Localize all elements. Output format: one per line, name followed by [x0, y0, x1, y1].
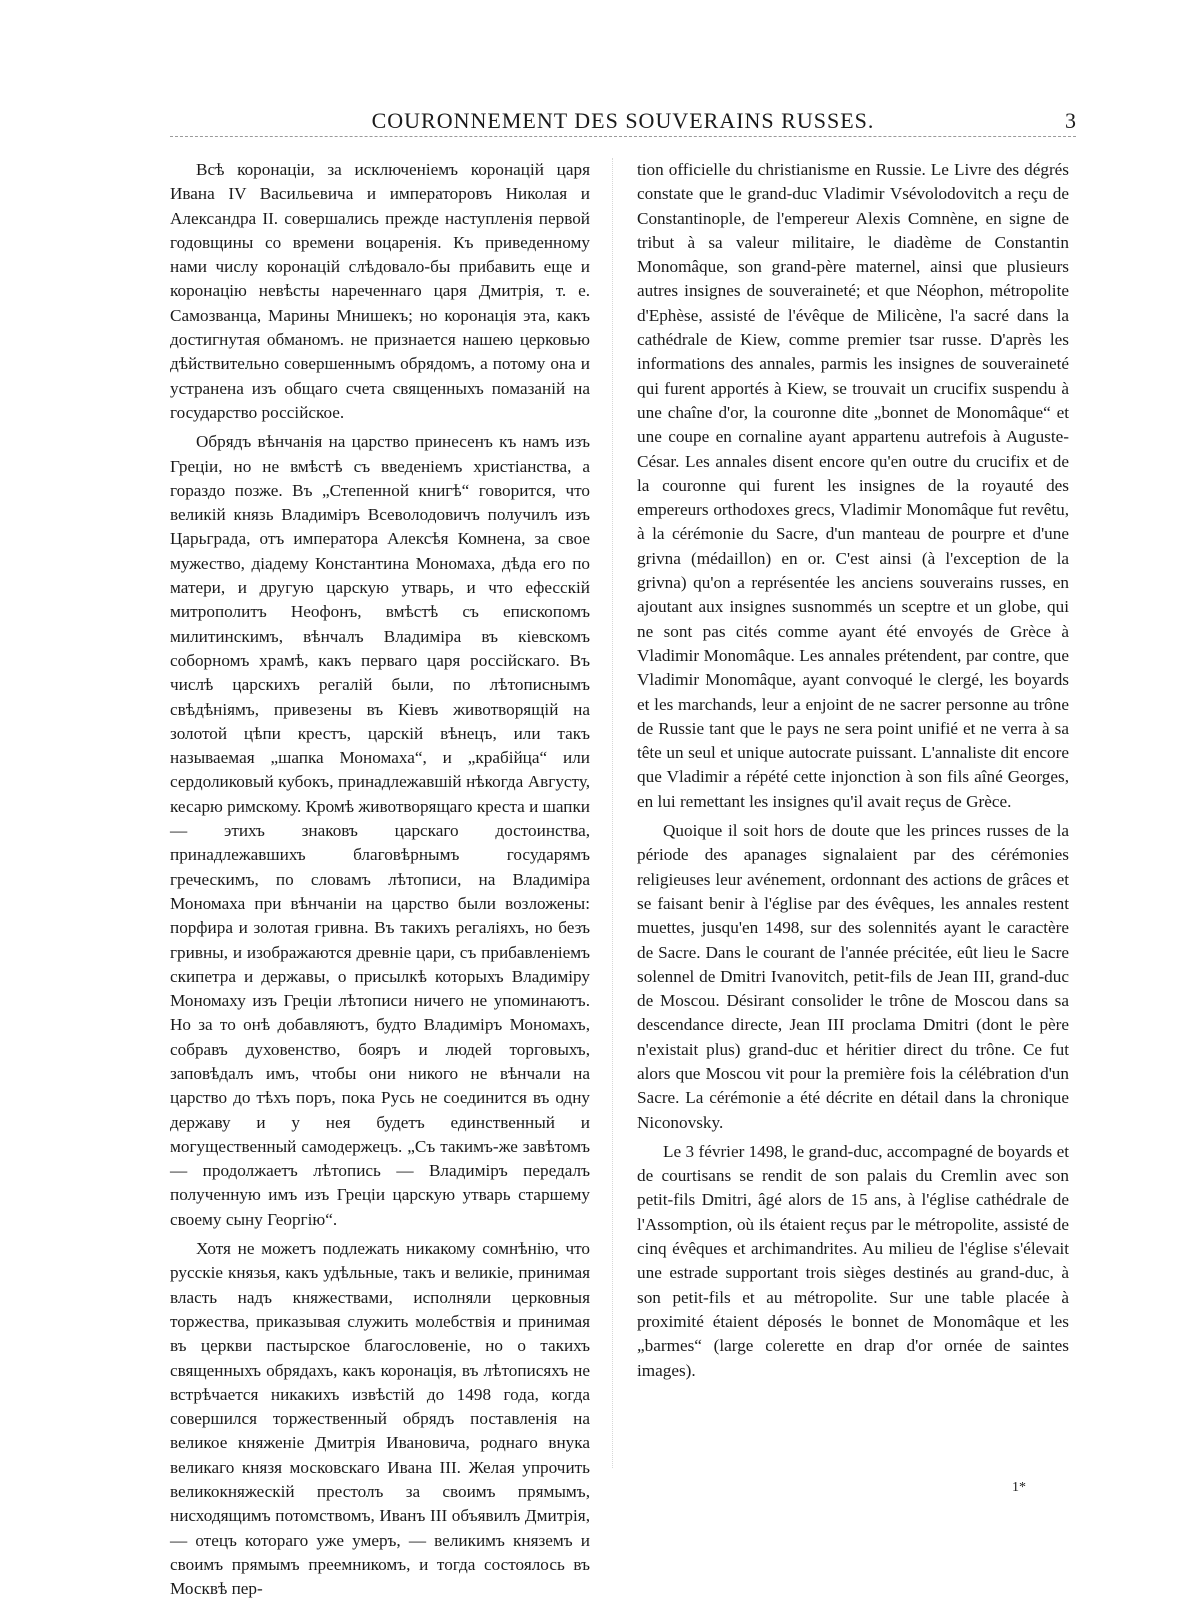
column-divider — [612, 158, 613, 1468]
paragraph: Quoique il soit hors de doute que les princes russes de la période des apanages signalaient par des cérémonies religieuses leur avénement, ordonnant des actions de grâces et se faisant benir à l'église par des évêques, les annales restent muettes, jusqu'en 1498, sur des solennités ayant le caractère de Sacre. Dans le courant de l'année précitée, eût lieu le Sacre solennel de Dmitri Ivanovitch, petit-fils de Jean III, grand-duc de Moscou. Désirant consolider le trône de Moscou dans sa descendance directe, Jean III proclama Dmitri (dont le père n'existait plus) grand-duc et héritier direct du trône. Ce fut alors que Moscou vit pour la première fois la célébration d'un Sacre. La cérémonie a été décrite en détail dans la chronique Niconovsky. — [637, 821, 1069, 1132]
paragraph: Хотя не можетъ подлежать никакому сомнѣнію, что русскіе князья, какъ удѣльные, такъ и великіе, принимая власть надъ княжествами, исполняли церковныя торжества, приказывая служить молебствія и принимая въ церкви пастырское благословеніе, но о такихъ священныхъ обрядахъ, какъ коронація, въ лѣтописяхъ не встрѣчается никакихъ извѣстій до 1498 года, когда совершился торжественный обрядъ поставленія на великое княженіе Дмитрія Ивановича, роднаго внука великаго князя московскаго Ивана III. Желая упрочить великокняжескій престолъ за своимъ прямымъ, нисходящимъ потомствомъ, Иванъ III объявилъ Дмитрія, — отецъ котораго уже умеръ, — великимъ княземъ и своимъ прямымъ преемникомъ, и тогда состоялось въ Москвѣ пер- — [170, 1239, 590, 1599]
page-number: 3 — [1065, 108, 1076, 133]
page-header — [170, 108, 1076, 138]
running-title: COURONNEMENT DES SOUVERAINS RUSSES. — [371, 108, 875, 133]
right-column-french — [637, 158, 1069, 1388]
paragraph: Всѣ коронаціи, за исключеніемъ коронацій царя Ивана IV Васильевича и императоровъ Николая и Александра II. совершались прежде наступленія первой годовщины со времени воцаренія. Къ приведенному нами числу коронацій слѣдовало-бы прибавить еще и коронацію невѣсты нареченнаго царя Дмитрія, т. е. Самозванца, Марины Мнишекъ; но коронація эта, какъ достигнутая обманомъ. не признается нашею церковью дѣйствительно совершеннымъ обрядомъ, а потому она и устранена изъ общаго счета священныхъ помазаній на государство россійское. — [170, 160, 590, 422]
signature-mark: 1* — [1012, 1480, 1026, 1495]
header-rule — [170, 136, 1076, 137]
left-column-russian — [170, 158, 590, 1607]
paragraph: Обрядъ вѣнчанія на царство принесенъ къ намъ изъ Греціи, но не вмѣстѣ съ введеніемъ христіанства, а гораздо позже. Въ „Степенной книгѣ“ говорится, что великій князь Владиміръ Всеволодовичъ получилъ изъ Царьграда, отъ императора Алексѣя Комнена, за свое мужество, діадему Константина Мономаха, дѣда его по матери, и другую царскую утварь, и что ефесскій митрополитъ Неофонъ, вмѣстѣ съ епископомъ милитинскимъ, вѣнчалъ Владиміра въ кіевскомъ соборномъ храмѣ, какъ перваго царя россійскаго. Въ числѣ царскихъ регалій были, по лѣтописнымъ свѣдѣніямъ, привезены въ Кіевъ животворящій на золотой цѣпи крестъ, царскій вѣнецъ, или такъ называемая „шапка Мономаха“, и „крабійца“ или сердоликовый кубокъ, принадлежавшій нѣкогда Августу, кесарю римскому. Кромѣ животворящаго креста и шапки — этихъ знаковъ царскаго достоинства, принадлежавшихъ благовѣрнымъ государямъ греческимъ, по словамъ лѣтописи, на Владиміра Мономаха при вѣнчаніи на царство были возложены: порфира и золотая гривна. Въ такихъ регаліяхъ, но безъ гривны, и изображаются древніе цари, съ прибавленіемъ скипетра и державы, о присылкѣ которыхъ Владиміру Мономаху изъ Греціи лѣтописи ничего не упоминаютъ. Но за то онѣ добавляютъ, будто Владиміръ Мономахъ, собравъ духовенство, бояръ и людей торговыхъ, заповѣдалъ имъ, чтобы они никого не вѣнчали на царство до тѣхъ поръ, пока Русь не соединится въ одну державу и у нея будетъ единственный и могущественный самодержецъ. „Съ такимъ-же завѣтомъ — продолжаетъ лѣтопись — Владиміръ передалъ полученную имъ изъ Греціи царскую утварь старшему своему сыну Георгію“. — [170, 432, 590, 1229]
paragraph: tion officielle du christianisme en Russie. Le Livre des dégrés constate que le grand-duc Vladimir Vsévolodovitch a reçu de Constantinople, de l'empereur Alexis Comnène, en signe de tribut à sa valeur militaire, le diadème de Constantin Monomâque, son grand-père maternel, ainsi que plusieurs autres insignes de souveraineté; et que Néophon, métropolite d'Ephèse, assisté de l'évêque de Milicène, l'a sacré dans la cathédrale de Kiew, comme premier tsar russe. D'après les informations des annales, parmis les insignes de souveraineté qui furent apportés à Kiew, se trouvait un crucifix suspendu à une chaîne d'or, la couronne dite „bonnet de Monomâque“ et une coupe en cornaline ayant appartenu autrefois à Auguste-César. Les annales disent encore qu'en outre du crucifix et de la couronne qui furent les insignes de la royauté des empereurs orthodoxes grecs, Vladimir Monomâque fut revêtu, à la cérémonie du Sacre, d'un manteau de pourpre et d'une grivna (médaillon) en or. C'est ainsi (à l'exception de la grivna) qu'on a représentée les anciens souverains russes, en ajoutant aux insignes susnommés un sceptre et un globe, qui ne sont pas cités comme ayant été envoyés de Grèce à Vladimir Monomâque. Les annales prétendent, par contre, que Vladimir Monomâque, ayant convoqué le clergé, les boyards et les marchands, leur a enjoint de ne sacrer personne au trône de Russie tant que le pays ne sera point unifié et ne verra à sa tête un seul et unique autocrate puissant. L'annaliste dit encore que Vladimir a répété cette injonction à son fils aîné Georges, en lui remettant les insignes qu'il avait reçus de Grèce. — [637, 160, 1069, 811]
paragraph: Le 3 février 1498, le grand-duc, accompagné de boyards et de courtisans se rendit de son palais du Cremlin avec son petit-fils Dmitri, âgé alors de 15 ans, à l'église cathédrale de l'Assomption, où ils étaient reçus par le métropolite, assisté de cinq évêques et archimandrites. Au milieu de l'église s'élevait une estrade supportant trois sièges destinés au grand-duc, à son petit-fils et au métropolite. Sur une table placée à proximité étaient déposés le bonnet de Monomâque et les „barmes“ (large colerette en drap d'or ornée de saintes images). — [637, 1141, 1069, 1380]
